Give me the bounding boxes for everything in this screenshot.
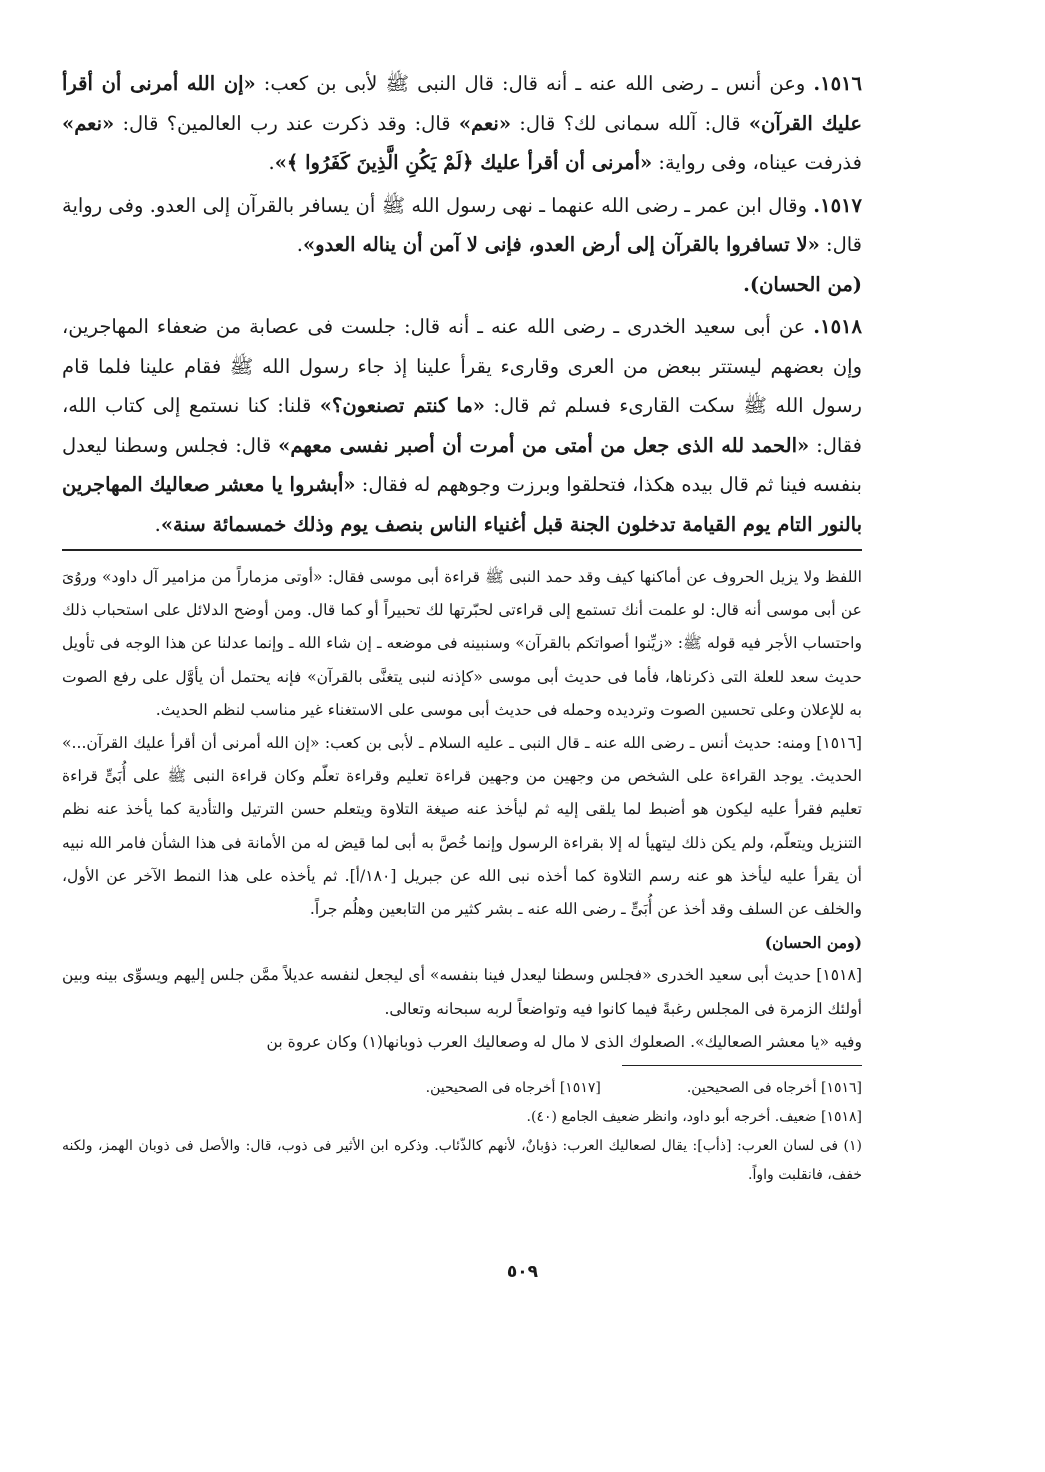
footnote-1517: [١٥١٧] أخرجاه فى الصحيحين. [425,1080,601,1097]
footnote-note-1: (١) فى لسان العرب: [ذأب]: يقال لصعاليك العرب: ذؤبانٌ، لأنهم كالذّئاب. وذكره ابن الأثير فى ذوب، قال: والأصل فى ذوبان الهمز، ولكنه خفف، فانقلبت واواً. [62,1138,862,1184]
commentary [62,561,862,1059]
quote: «أبشروا يا معشر صعاليك المهاجرين بالنور التام يوم القيامة تدخلون الجنة قبل أغنياء الناس بنصف يوم وذلك خمسمائة سنة» [62,473,862,536]
commentary-paragraph: اللفظ ولا يزيل الحروف عن أماكنها كيف وقد حمد النبى ﷺ قراءة أبى موسى فقال: «أوتى مزماراً من مزامير آل داود» وروُىَ عن أبى موسى أنه قال: لو علمت أنك تستمع إلى قراءتى لحبّرتها لك تحبيراً أو كما قال. ومن أوضح الدلائل على استحباب ذلك واحتساب الأجر فيه قوله ﷺ: «زيِّنوا أصواتكم بالقرآن» وسنبينه فى موضعه ـ إن شاء الله ـ وإنما عدلنا عن هذا الوجه فى تأويل حديث سعد للعلة التى ذكرناها، فأما فى حديث أبى موسى «كإذنه لنبى يتغنَّى بالقرآن» فإنه يحتمل أن يأوَّل على رفع الصوت به للإعلان وعلى تحسين الصوت وترديده وحمله فى حديث أبى موسى على الاستغناء غير مناسب لنظم الحديث. [62,568,862,719]
footnotes [62,1074,862,1190]
footnote-divider [622,1065,862,1066]
hadith-number: ١٥١٨. [813,315,862,338]
hadith-1517: ١٥١٧. وقال ابن عمر ـ رضى الله عنهما ـ نهى رسول الله ﷺ أن يسافر بالقرآن إلى العدو. وفى رواية قال: «لا تسافروا بالقرآن إلى أرض العدو، فإنى لا آمن أن يناله العدو». [62,193,862,256]
hadith-number: ١٥١٦. [813,72,863,95]
quote: «نعم» [62,111,115,135]
quote: «نعم» [458,111,512,135]
page-number: ٥٠٩ [506,1262,539,1282]
quote: «الحمد لله الذى جعل من أمتى من أمرت أن أصبر نفسى معهم» [278,433,810,457]
commentary-paragraph: [١٥١٨] حديث أبى سعيد الخدرى «فجلس وسطنا ليعدل فينا بنفسه» أى ليجعل لنفسه عديلاً ممَّن جلس إليهم ويسوِّى بينه وبين أولئك الزمرة فى المجلس رغبةً فيما كانوا فيه وتواضعاً لربه سبحانه وتعالى. [62,966,862,1018]
page [62,64,862,1190]
quote: «ما كنتم تصنعون؟» [319,394,485,417]
hadith-1518: ١٥١٨. عن أبى سعيد الخدرى ـ رضى الله عنه ـ أنه قال: جلست فى عصابة من ضعفاء المهاجرين، وإن بعضهم ليستتر ببعض من العرى وقارىء يقرأ علينا إذ جاء رسول الله ﷺ فقام علينا فلما قام رسول الله ﷺ سكت القارىء فسلم ثم قال: «ما كنتم تصنعون؟» قلنا: كنا نستمع إلى كتاب الله، فقال: «الحمد لله الذى جعل من أمتى من أمرت أن أصبر نفسى معهم» قال: فجلس وسطنا ليعدل بنفسه فينا ثم قال بيده هكذا، فتحلقوا وبرزت وجوههم له فقال: «أبشروا يا معشر صعاليك المهاجرين بالنور التام يوم القيامة تدخلون الجنة قبل أغنياء الناس بنصف يوم وذلك خمسمائة سنة». [62,315,862,536]
hadith-1516: ١٥١٦. وعن أنس ـ رضى الله عنه ـ أنه قال: قال النبى ﷺ لأبى بن كعب: «إن الله أمرنى أن أقرأ عليك القرآن» قال: آلله سمانى لك؟ قال: «نعم» قال: وقد ذكرت عند رب العالمين؟ قال: «نعم» فذرفت عيناه، وفى رواية: «أمرنى أن أقرأ عليك ﴿لَمْ يَكُنِ الَّذِينَ كَفَرُوا ﴾». [62,72,863,174]
section-heading: (من الحسان). [743,272,862,296]
commentary-section-heading: (ومن الحسان) [764,933,862,953]
hadith-number: ١٥١٧. [813,193,862,217]
quote: «إن الله أمرنى أن أقرأ عليك القرآن» [62,72,863,135]
main-text [62,64,862,544]
footnote-1516: [١٥١٦] أخرجاه فى الصحيحين. [686,1080,862,1097]
divider [62,549,862,551]
commentary-paragraph: وفيه «يا معشر الصعاليك». الصعلوك الذى لا مال له وصعاليك العرب ذوبانها(١) وكان عروة بن [266,1032,862,1051]
footnote-1518: [١٥١٨] ضعيف. أخرجه أبو داود، وانظر ضعيف الجامع (٤٠). [526,1109,862,1126]
quote: «لا تسافروا بالقرآن إلى أرض العدو، فإنى لا آمن أن يناله العدو» [302,233,820,256]
commentary-paragraph: [١٥١٦] ومنه: حديث أنس ـ رضى الله عنه ـ قال النبى ـ عليه السلام ـ لأبى بن كعب: «إن الله أمرنى أن أقرأ عليك القرآن...» الحديث. يوجد القراءة على الشخص من وجهين من وجهين قراءة تعليم وقراءة تعلّم وكان قراءة النبى ﷺ على أُبَىٍّ قراءة تعليم فقرأ عليه ليكون هو أضبط لما يلقى إليه ثم ليأخذ عنه صيغة التلاوة ويتعلم حسن الترتيل والتأدية كما يأخذ عنه نظم التنزيل ويتعلّم، ولم يكن ذلك ليتهيأ له إلا بقراءة الرسول وإنما خُصَّ به أبى لما قيض له من الأمانة فى هذا الشأن فامر الله نبيه أن يقرأ عليه ليأخذ هو عنه رسم التلاوة كما أخذه نبى الله عن جبريل [١٨٠/أ]. ثم يأخذه على هذا النمط الآخر عن الأول، والخلف عن السلف وقد أخذ عن أُبَىٍّ ـ رضى الله عنه ـ بشر كثير من التابعين وهلُم جراً. [62,734,862,919]
footnote-row [62,1074,862,1103]
quote: «أمرنى أن أقرأ عليك ﴿لَمْ يَكُنِ الَّذِينَ كَفَرُوا ﴾» [274,151,653,174]
